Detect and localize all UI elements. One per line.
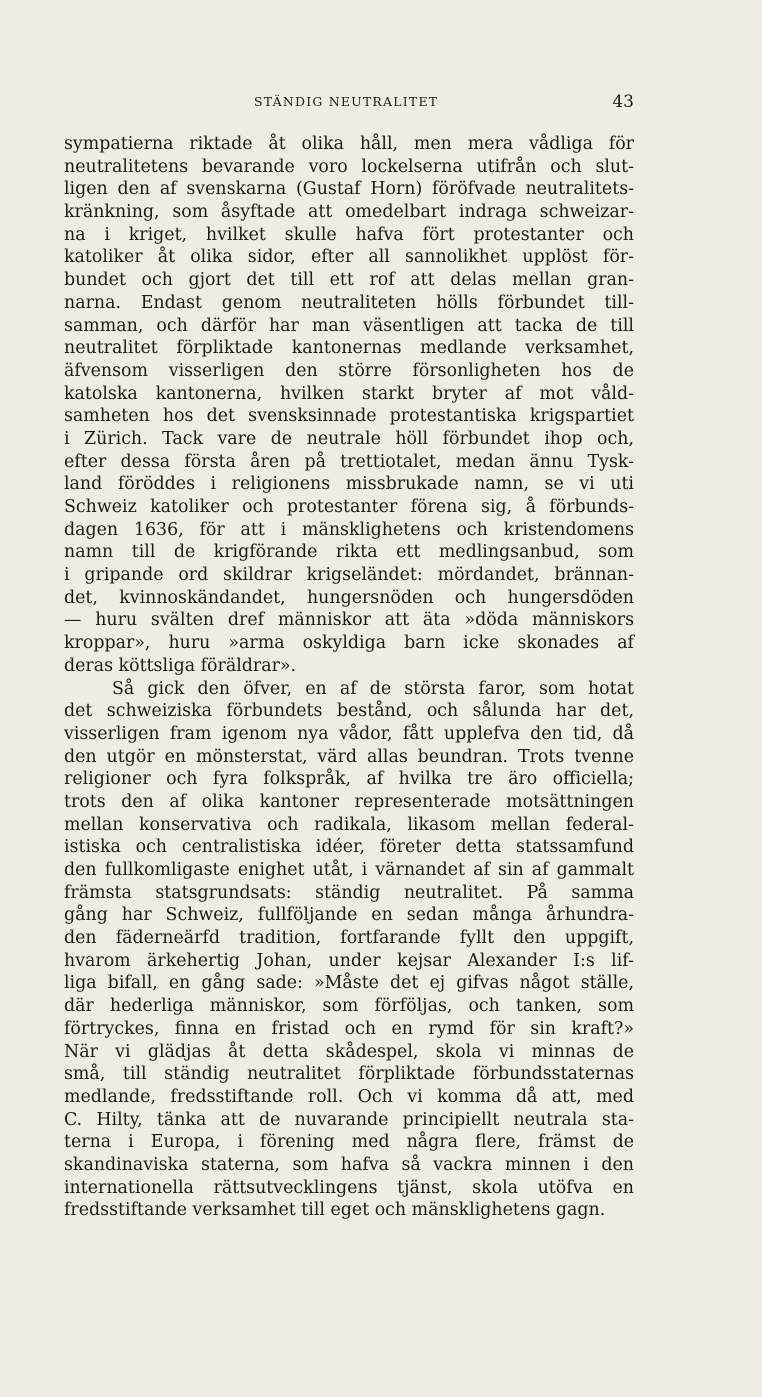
text-line: i Zürich. Tack vare de neutrale höll förbundet ihop och,	[64, 428, 634, 449]
text-line: medlande, fredsstiftande roll. Och vi komma då att, med	[64, 1086, 634, 1107]
text-line: Schweiz katoliker och protestanter förena sig, å förbunds-	[64, 497, 634, 517]
text-line: det, kvinnoskändandet, hungersnöden och hungersdöden	[64, 587, 634, 608]
text-line: hvarom ärkehertig Johan, under kejsar Alexander I:s lif-	[64, 950, 634, 971]
text-line: samman, och därför har man väsentligen att tacka de till	[64, 315, 634, 336]
text-line: katoliker åt olika sidor, efter all sannolikhet upplöst för-	[64, 247, 634, 268]
text-line: i gripande ord skildrar krigseländet: mördandet, brännan-	[64, 565, 634, 586]
text-line: na i kriget, hvilket skulle hafva fört protestanter och	[64, 224, 634, 245]
text-line: dagen 1636, för att i mänsklighetens och kristendomens	[64, 519, 634, 540]
text-line: terna i Europa, i förening med några flere, främst de	[64, 1132, 634, 1153]
text-line: mellan konservativa och radikala, likasom mellan federal-	[64, 814, 634, 835]
text-line: trots den af olika kantoner representerade motsättningen	[64, 791, 634, 812]
body-text	[64, 133, 634, 1222]
text-line: där hederliga människor, som förföljas, och tanken, som	[64, 996, 634, 1017]
text-line: Så gick den öfver, en af de största faror, som hotat	[112, 678, 634, 699]
page-number: 43	[612, 92, 634, 112]
text-line: visserligen fram igenom nya vådor, fått upplefva den tid, då	[64, 723, 634, 744]
text-line: skandinaviska staterna, som hafva så vackra minnen i den	[64, 1154, 634, 1175]
text-line: neutralitet förpliktade kantonernas medlande verksamhet,	[64, 338, 634, 359]
text-line: deras köttsliga föräldrar».	[64, 655, 297, 676]
text-line: det schweiziska förbundets bestånd, och sålunda har det,	[64, 701, 634, 722]
text-line: små, till ständig neutralitet förpliktade förbundsstaternas	[64, 1064, 634, 1085]
text-line: kroppar», huru »arma oskyldiga barn icke skonades af	[64, 633, 634, 654]
text-line: liga bifall, en gång sade: »Måste det ej gifvas något ställe,	[64, 973, 634, 994]
page-header	[64, 94, 634, 116]
text-line: samheten hos det svensksinnade protestantiska krigspartiet	[64, 406, 634, 427]
text-line: gång har Schweiz, fullföljande en sedan många århundra-	[64, 905, 634, 926]
text-line: den utgör en mönsterstat, värd allas beundran. Trots tvenne	[64, 746, 634, 767]
text-line: neutralitetens bevarande voro lockelserna utifrån och slut-	[64, 156, 634, 177]
text-line: religioner och fyra folkspråk, af hvilka tre äro officiella;	[64, 769, 634, 790]
text-line: förtryckes, finna en fristad och en rymd för sin kraft?»	[64, 1018, 634, 1039]
text-line: istiska och centralistiska idéer, företer detta statssamfund	[64, 837, 634, 858]
text-line: äfvensom visserligen den större försonligheten hos de	[64, 360, 634, 381]
text-line: namn till de krigförande rikta ett medlingsanbud, som	[64, 542, 634, 563]
running-head: STÄNDIG NEUTRALITET	[254, 94, 439, 109]
text-line: kränkning, som åsyftade att omedelbart indraga schweizar-	[64, 202, 634, 223]
text-line: katolska kantonerna, hvilken starkt bryter af mot våld-	[64, 383, 634, 404]
text-line: efter dessa första åren på trettiotalet, medan ännu Tysk-	[64, 451, 634, 472]
text-line: land föröddes i religionens missbrukade namn, se vi uti	[64, 474, 634, 495]
text-line: främsta statsgrundsats: ständig neutralitet. På samma	[64, 882, 634, 903]
text-line: När vi glädjas åt detta skådespel, skola vi minnas de	[64, 1041, 634, 1062]
text-line: internationella rättsutvecklingens tjänst, skola utöfva en	[64, 1177, 634, 1198]
text-line: ligen den af svenskarna (Gustaf Horn) föröfvade neutralitets-	[64, 179, 634, 200]
text-line: sympatierna riktade åt olika håll, men mera vådliga för	[64, 134, 634, 154]
text-line: bundet och gjort det till ett rof att delas mellan gran-	[64, 270, 634, 291]
text-line: narna. Endast genom neutraliteten hölls förbundet till-	[64, 292, 634, 313]
text-line: C. Hilty, tänka att de nuvarande principiellt neutrala sta-	[64, 1109, 634, 1130]
text-line: fredsstiftande verksamhet till eget och mänsklighetens gagn.	[64, 1200, 606, 1221]
text-line: den fullkomligaste enighet utåt, i värnandet af sin af gammalt	[64, 860, 634, 880]
text-line: — huru svälten dref människor att äta »döda människors	[64, 610, 634, 631]
text-line: den fäderneärfd tradition, fortfarande fyllt den uppgift,	[64, 928, 634, 949]
